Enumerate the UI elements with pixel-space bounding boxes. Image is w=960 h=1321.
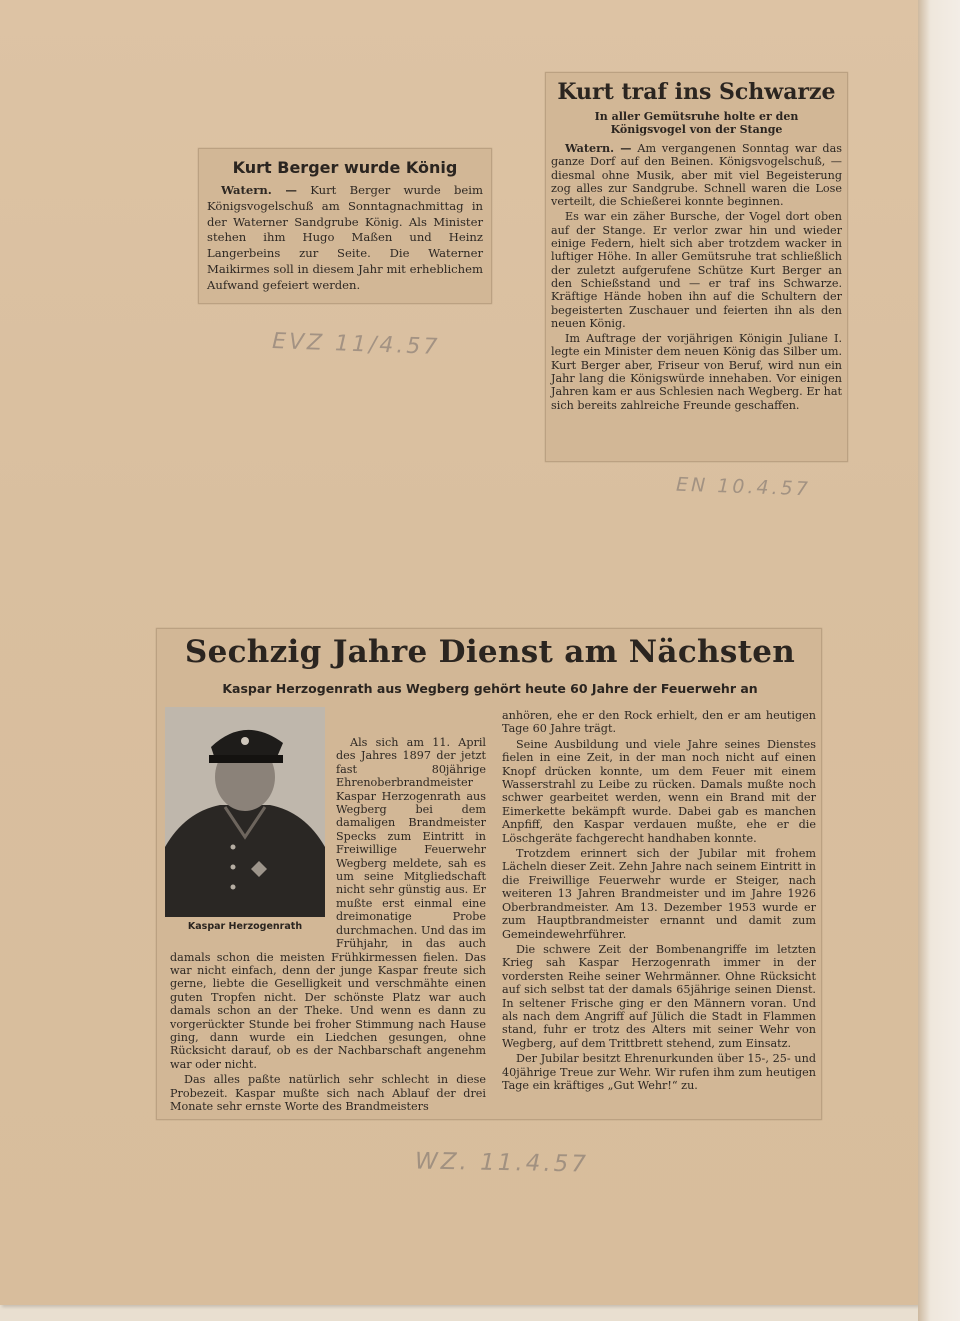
article-subhead: Kaspar Herzogenrath aus Wegberg gehört heute 60 Jahre der Feuerwehr an [222,681,758,696]
paragraph: Der Jubilar besitzt Ehrenurkunden über 15-, 25- und 40jährige Treue zur Wehr. Wir rufen ihm zum heutigen Tage ein kräftiges „Gut Wehr!“ zu. [502,1052,816,1092]
clipping-headline: Kurt Berger wurde König [232,158,458,177]
paragraph: Es war ein zäher Bursche, der Vogel dort oben auf der Stange. Er verlor zwar hin und wieder einige Federn, hielt sich aber trotzdem wacker in luftiger Höhe. In aller Gemütsruhe trat schließlich der zuletzt aufgerufene Schütze Kurt Berger an den Schießstand und — er traf ins Schwarze. Kräftige Hände hoben ihn auf die Schultern der begeisterten Zuschauer und feierten ihn als den neuen König. [551,210,842,330]
clipping-kurt-traf-ins-schwarze [545,72,848,462]
paragraph: Das alles paßte natürlich sehr schlecht in diese Probezeit. Kaspar mußte sich nach Ablauf der drei Monate sehr ernste Worte des Brandmeisters [170,1073,486,1113]
paragraph: Trotzdem erinnert sich der Jubilar mit frohem Lächeln dieser Zeit. Zehn Jahre nach seinem Eintritt in die Freiwillige Feuerwehr wurde er Steiger, nach weiteren 13 Jahren Brandmeister und im Jahre 1926 Oberbrandmeister. Am 13. Dezember 1953 wurde er zum Hauptbrandmeister ernannt und damit zum Gemeindewehrführer. [502,847,816,941]
paragraph: Als sich am 11. April des Jahres 1897 der jetzt fast 80jährige Ehrenoberbrandmeister Kaspar Herzogenrath aus Wegberg bei dem damaligen Brandmeister Specks zum Eintritt in Freiwillige Feuerwehr Wegberg meldete, sah es um seine Mitgliedschaft nicht sehr günstig aus. Er mußte erst einmal eine dreimonatige Probe durchmachen. Und das im Frühjahr, in das auch damals schon die meisten Frühkirmessen fielen. Das war nicht einfach, denn der junge Kaspar freute sich gerne, liebte die Geselligkeit und verschmähte einen guten Tropfen nicht. Der schönste Platz war auch damals schon an der Theke. Und wenn es dann zu vorgerückter Stunde bei froher Stimmung nach Hause ging, dann wurde ein Liedchen gesungen, ohne Rücksicht darauf, ob es der Nachbarschaft angenehm war oder nicht. [170,736,486,1071]
photo-wrap-float [170,736,332,942]
dateline: Watern. — [221,183,298,197]
clipping-body [551,142,842,412]
dateline: Watern. — [565,141,632,155]
pencil-note-en: EN 10.4.57 [675,473,812,501]
article-headline: Sechzig Jahre Dienst am Nächsten [184,634,796,670]
article-column-2 [502,709,816,1094]
page-edge [918,0,960,1321]
clipping-body [207,183,483,294]
pencil-note-evz: EVZ 11/4.57 [271,329,441,360]
article-column-1 [170,736,486,1115]
paragraph: Im Auftrage der vorjährigen Königin Juliane I. legte ein Minister dem neuen König das Silber um. Kurt Berger aber, Friseur von Beruf, wird nun ein Jahr lang die Königswürde innehaben. Vor einigen Jahren kam er aus Schlesien nach Wegberg. Er hat sich bereits zahlreiche Freunde geschaffen. [551,332,842,412]
clipping-headline: Kurt traf ins Schwarze [557,79,836,105]
paragraph: Am vergangenen Sonntag war das ganze Dorf auf den Beinen. Königsvogelschuß, — diesmal ohne Musik, aber mit viel Begeisterung zog alles zur Sandgrube. Schnell waren die Lose verteilt, die Schießerei konnte beginnen. [551,142,843,209]
pencil-note-wz: WZ. 11.4.57 [414,1148,590,1178]
paragraph: anhören, ehe er den Rock erhielt, den er am heutigen Tage 60 Jahre trägt. [502,709,816,736]
clipping-kurt-berger-koenig [198,148,492,304]
paragraph: Die schwere Zeit der Bombenangriffe im letzten Krieg sah Kaspar Herzogenrath immer in der vordersten Reihe seiner Wehrmänner. Ohne Rücksicht auf sich selbst tat der damals 65jährige seinen Dienst. In seltener Frische ging er den Männern voran. Und als nach dem Angriff auf Jülich die Stadt in Flammen stand, fuhr er trotz des Alters mit seiner Wehr von Wegberg, auf dem Trittbrett stehend, zum Einsatz. [502,942,816,1050]
clipping-text: Kurt Berger wurde beim Königsvogelschuß am Sonntagnachmittag in der Waterner Sandgrube König. Als Minister stehen ihm Hugo Maßen und Heinz Langerbeins zur Seite. Die Waterner Maikirmes soll in diesem Jahr mit erheblichem Aufwand gefeiert werden. [207,183,483,292]
photo-caption: Kaspar Herzogenrath [187,921,303,932]
clipping-subhead: In aller Gemütsruhe holte er den Königsvogel von der Stange [594,110,799,136]
paragraph: Seine Ausbildung und viele Jahre seines Dienstes fielen in eine Zeit, in der man noch nicht auf einen Knopf drücken konnte, um dem Feuer mit einem Wasserstrahl zu Leibe zu rücken. Damals mußte noch schwer gearbeitet werden, wenn ein Brand mit der Eimerkette bekämpft wurde. Dabei gab es manchen Anpfiff, den Kaspar verdauen mußte, ehe er die Löschgeräte fachgerecht handhaben konnte. [502,737,816,845]
